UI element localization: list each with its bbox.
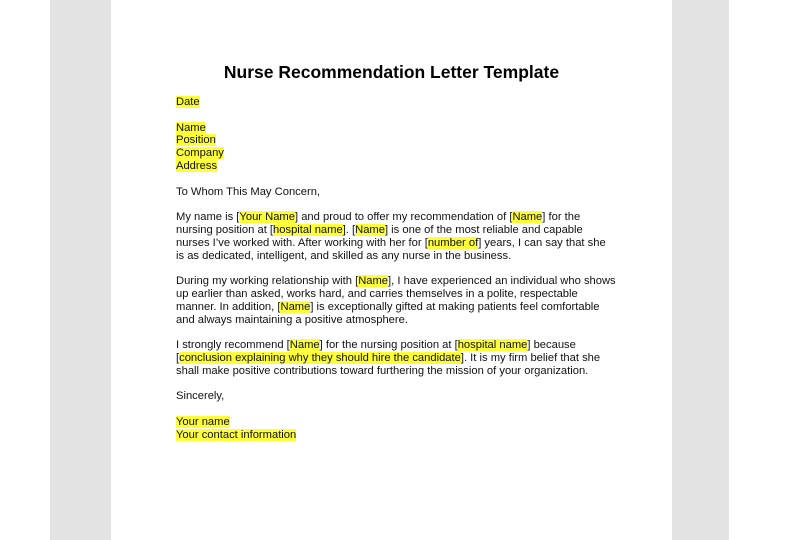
recipient-name-placeholder: Name: [176, 121, 206, 134]
left-gutter: [50, 0, 111, 540]
document-page: [111, 0, 672, 540]
recipient-position-field: [176, 134, 616, 147]
p2-highlight-name-2: Name: [280, 300, 311, 313]
paragraph-relationship: [176, 275, 616, 326]
p1-text-2: ] and proud to offer my recommendation of [: [294, 211, 513, 224]
p3-highlight-hospital-name: hospital name: [457, 339, 528, 352]
paragraph-recommendation: [176, 339, 616, 377]
recipient-company-placeholder: Company: [176, 147, 224, 160]
p3-text-1: I strongly recommend [: [176, 339, 290, 352]
p3-text-3: ] because [: [176, 339, 576, 364]
recipient-address-placeholder: Address: [176, 159, 218, 172]
p1-highlight-name: Name: [512, 211, 543, 224]
p3-text-2: ] for the nursing position at [: [319, 339, 458, 352]
date-field: [176, 96, 616, 109]
signature-name-placeholder: Your name: [176, 415, 230, 428]
recipient-address-field: [176, 160, 616, 173]
p1-text-6: ] years, I can say that she is as dedicated, intelligent, and skilled as any nurse in the business.: [176, 236, 606, 262]
document-title: Nurse Recommendation Letter Template: [223, 62, 560, 82]
p1-text-5: ] is one of the most reliable and capable nurses I’ve worked with. After working with her for [: [176, 223, 583, 249]
recipient-name-field: [176, 122, 616, 135]
p3-text-4: ]. It is my firm belief that she shall make positive contributions toward furthering the mission of your organization.: [176, 351, 601, 377]
p1-text-1: My name is [: [176, 211, 240, 224]
p2-text-3: ] is exceptionally gifted at making patients feel comfortable and always maintaining a positive atmosphere.: [176, 300, 600, 326]
p1-highlight-name-2: Name: [355, 223, 385, 236]
recipient-position-placeholder: Position: [176, 134, 216, 147]
p2-text-1: During my working relationship with [: [176, 275, 359, 288]
signature-name-field: [176, 416, 616, 429]
letter-body: [176, 96, 616, 442]
p1-highlight-number-of: number of: [427, 236, 479, 249]
p1-highlight-your-name: Your Name: [239, 211, 295, 224]
p3-highlight-name: Name: [289, 339, 320, 352]
date-placeholder: Date: [176, 96, 200, 108]
p1-text-4: ]. [: [342, 223, 356, 236]
signature-contact-placeholder: Your contact information: [176, 428, 297, 441]
signature-contact-field: [176, 429, 616, 442]
paragraph-introduction: [176, 211, 616, 262]
salutation: To Whom This May Concern,: [176, 185, 321, 198]
right-gutter: [672, 0, 729, 540]
recipient-company-field: [176, 147, 616, 160]
closing: Sincerely,: [176, 390, 225, 403]
p2-highlight-name: Name: [358, 275, 389, 288]
p1-highlight-hospital-name: hospital name: [273, 223, 343, 236]
p1-text-3: ] for the nursing position at [: [176, 211, 581, 236]
p3-highlight-conclusion: conclusion explaining why they should hire the candidate: [179, 351, 461, 364]
p2-text-2: ], I have experienced an individual who shows up earlier than asked, works hard, and carries themselves in a polite, respectable manner. In addition, [: [176, 275, 616, 313]
